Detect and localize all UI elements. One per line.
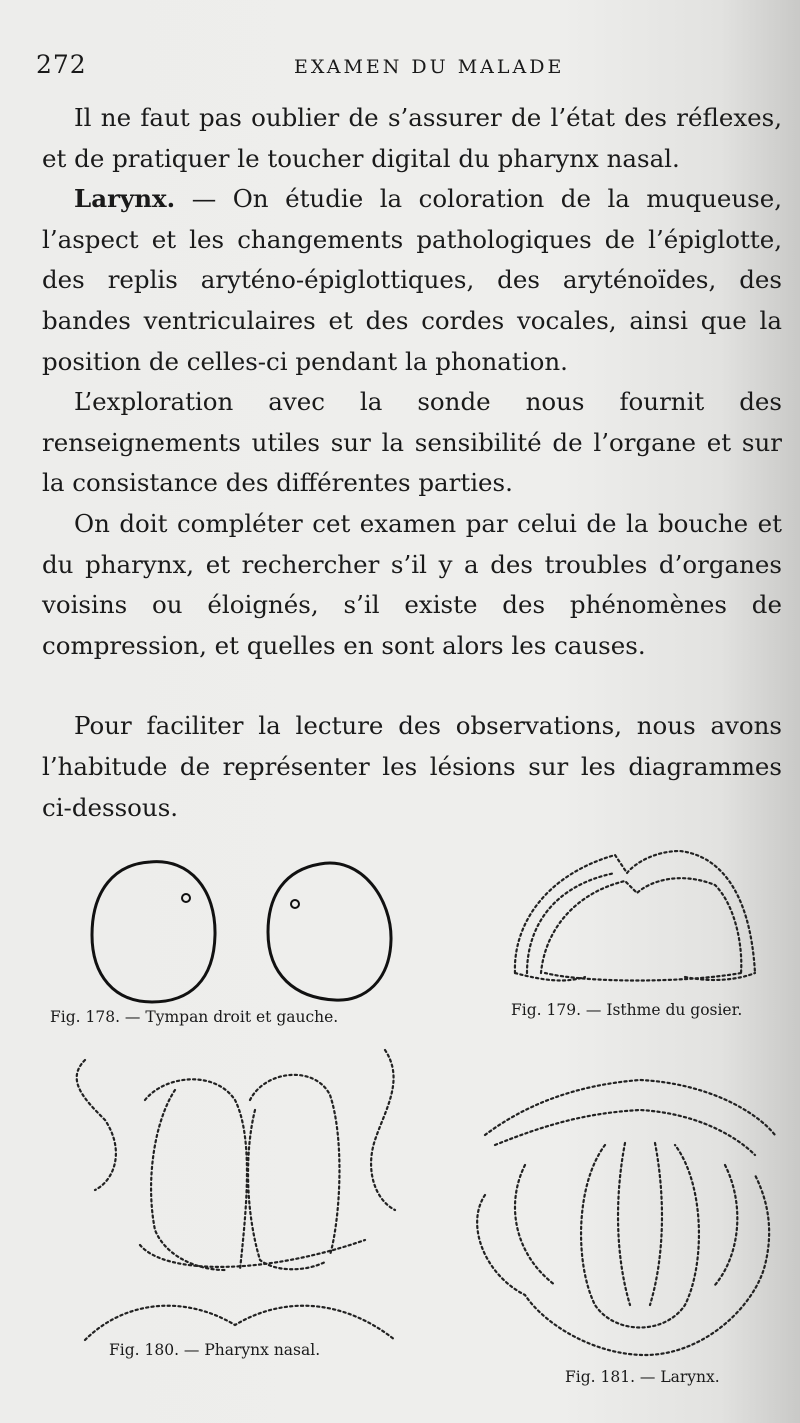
figure-181 (465, 1065, 785, 1395)
paragraph-larynx (42, 179, 782, 382)
tympan-left-umbo (291, 900, 299, 908)
tympan-right (92, 862, 215, 1002)
paragraph-reflexes: Il ne faut pas oublier de s’assurer de l’état des réflexes, et de pratiquer le toucher digital du pharynx nasal. (42, 103, 782, 173)
paragraph-sonde: L’exploration avec la sonde nous fournit des renseignements utiles sur la sensibilité de l’organe et sur la consistance des différentes parties. (42, 387, 782, 498)
running-title: EXAMEN DU MALADE (294, 56, 565, 78)
page-header (36, 50, 756, 90)
section-heading-larynx: Larynx. (74, 184, 176, 214)
tympan-right-umbo (182, 894, 190, 902)
caption-fig-179: Fig. 179. — Isthme du gosier. (511, 1001, 743, 1019)
pharynx-nasal-diagram (65, 1040, 410, 1340)
paragraph-larynx-text: — On étudie la coloration de la muqueuse, l’aspect et les changements pathologiques de l’épiglotte, des replis aryténo-épiglottiques, des aryténoïdes, des bandes ventriculaires et des cordes vocales, ainsi que la position de celles-ci pendant la phonation. (42, 184, 782, 376)
figure-178 (50, 850, 420, 1040)
caption-fig-180: Fig. 180. — Pharynx nasal. (109, 1341, 321, 1359)
isthme-diagram (505, 845, 775, 995)
body-text (42, 98, 782, 828)
figure-179 (505, 845, 775, 1035)
caption-fig-181: Fig. 181. — Larynx. (565, 1368, 720, 1386)
page-number: 272 (36, 50, 87, 79)
paragraph-bouche: On doit compléter cet examen par celui de la bouche et du pharynx, et rechercher s’il y a des troubles d’organes voisins ou éloignés, s’il existe des phénomènes de compression, et quelles en sont alors les causes. (42, 508, 782, 660)
tympan-left (268, 863, 391, 1000)
paragraph-diagrammes: Pour faciliter la lecture des observations, nous avons l’habitude de représenter les lésions sur les diagrammes ci-dessous. (42, 711, 782, 822)
caption-fig-178: Fig. 178. — Tympan droit et gauche. (50, 1008, 339, 1026)
larynx-diagram (465, 1065, 785, 1365)
figure-180 (65, 1040, 410, 1370)
